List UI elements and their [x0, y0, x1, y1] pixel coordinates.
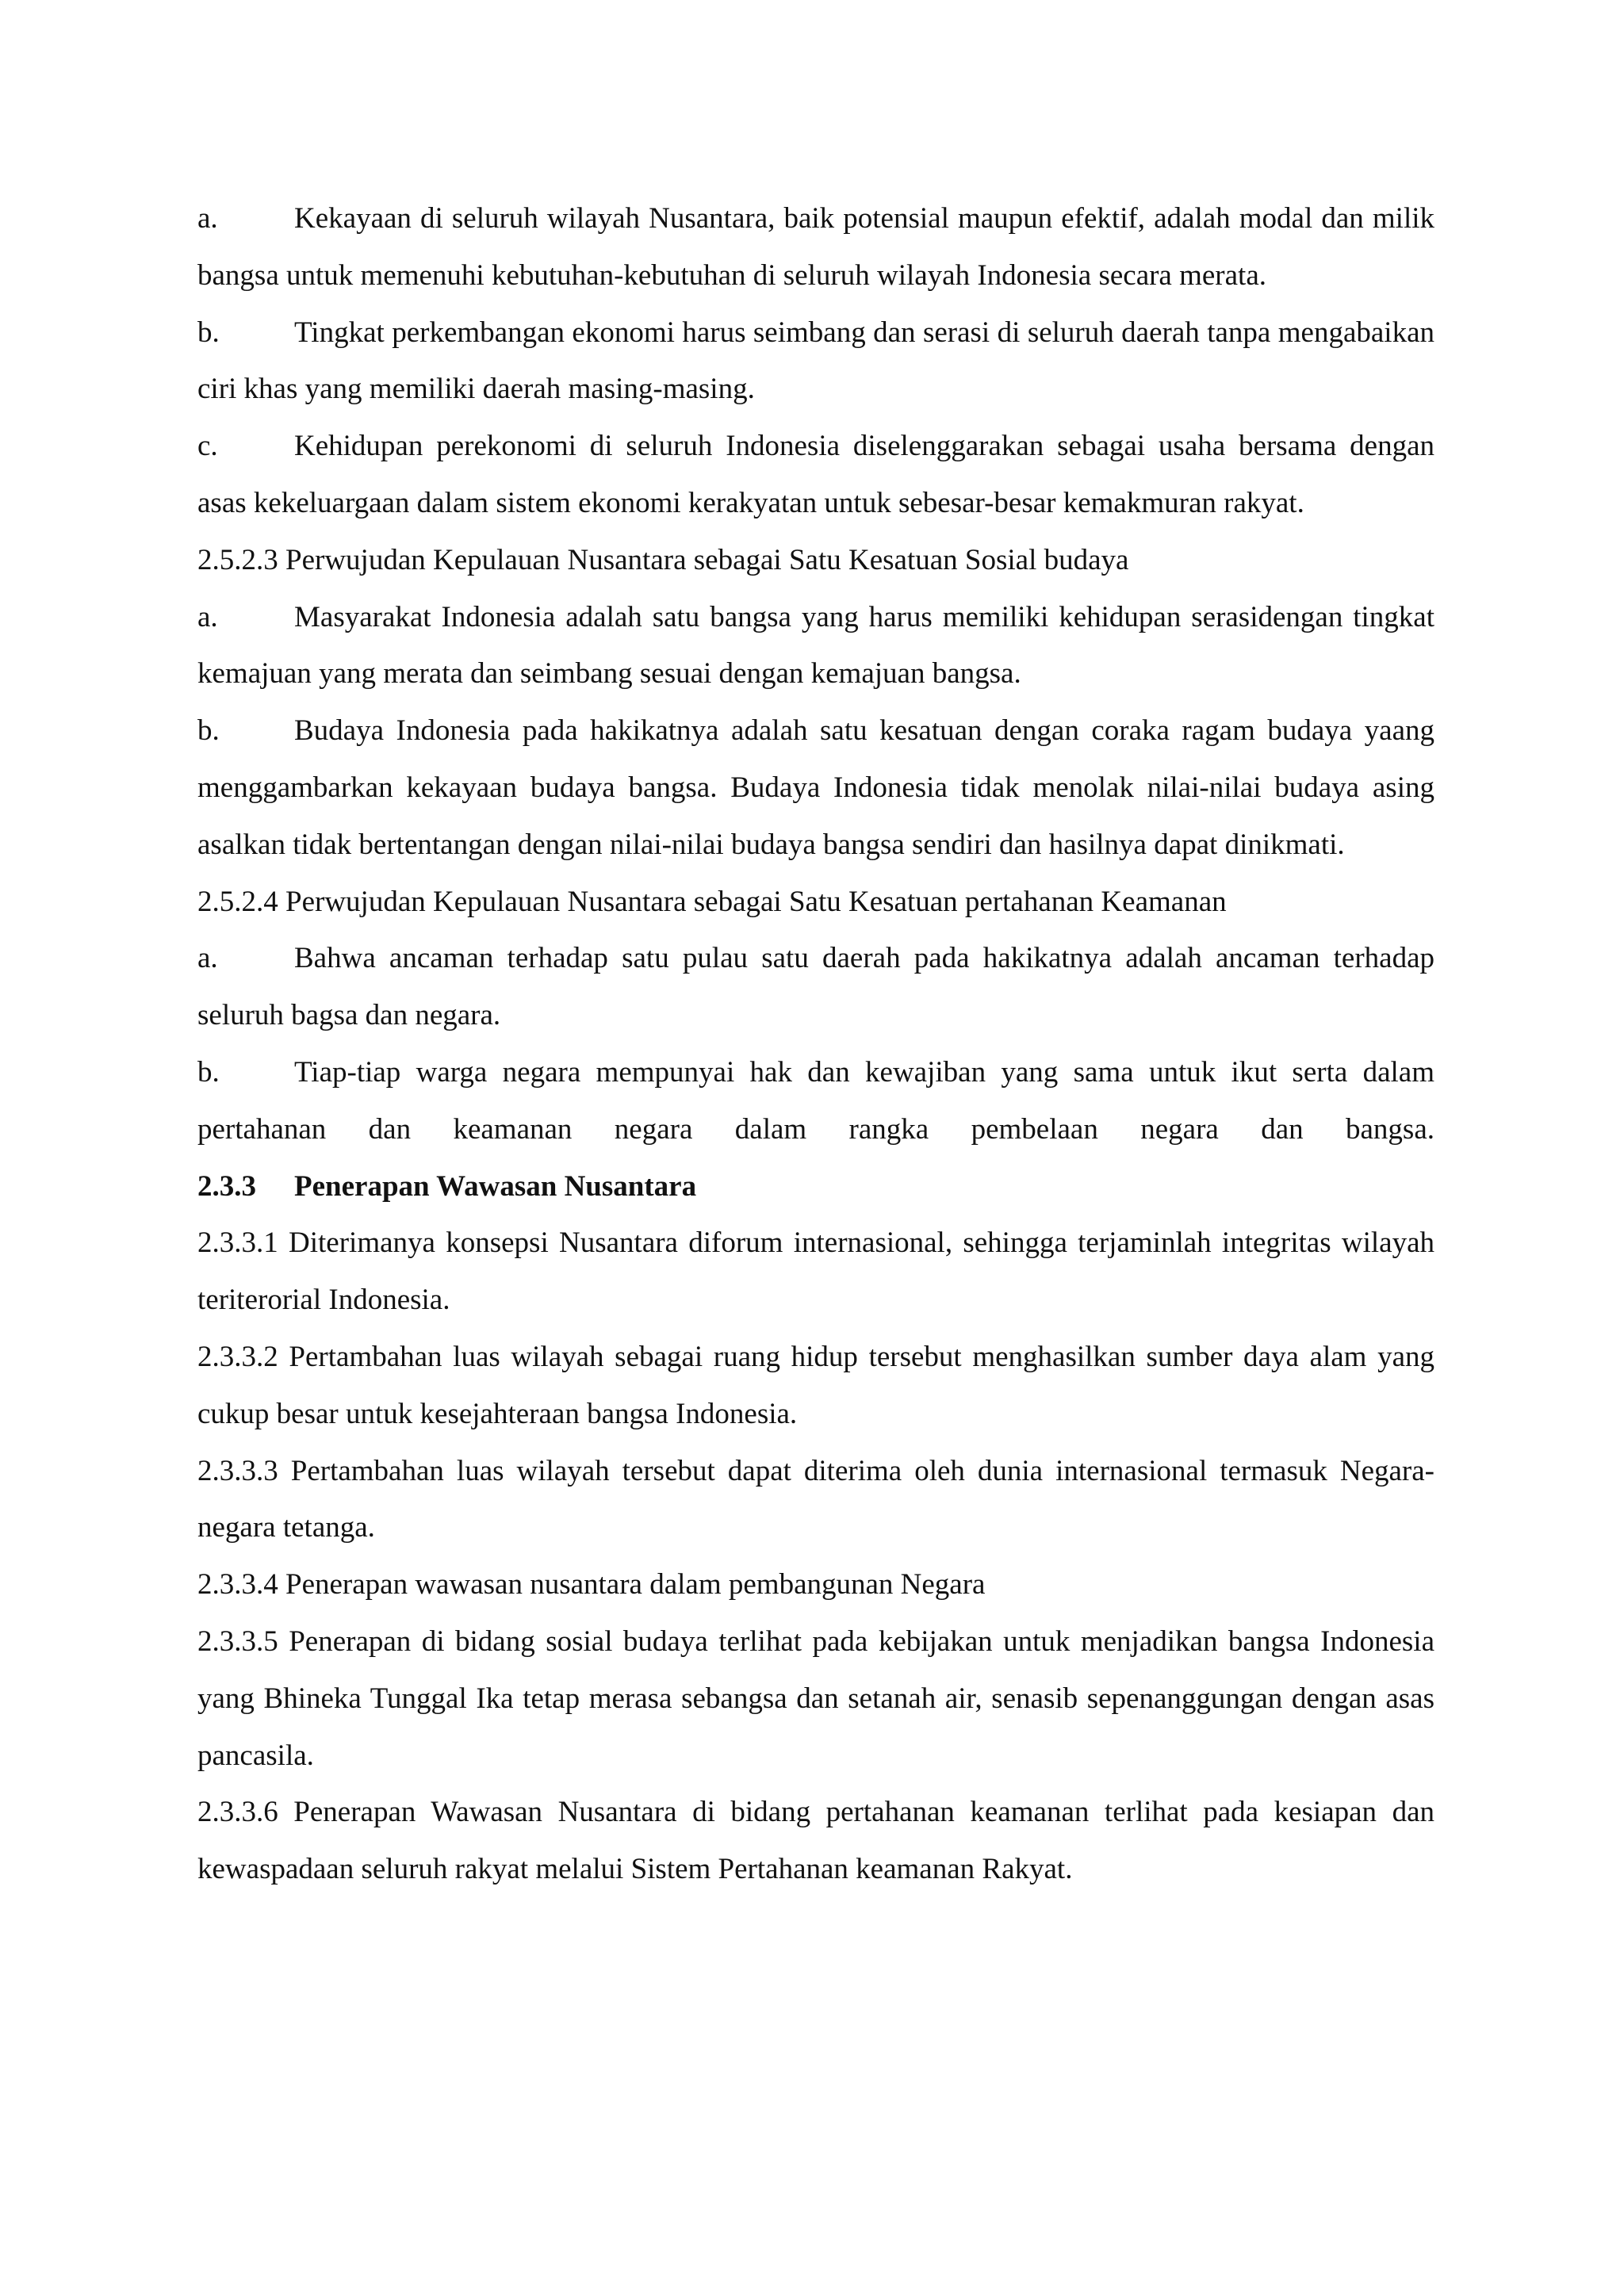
paragraph-text: Kehidupan perekonomi di seluruh Indonesia diselenggarakan sebagai usaha bersama dengan asas kekeluargaan dalam sistem ekonomi kerakyatan untuk sebesar-besar kemakmuran rakyat. [197, 430, 1434, 519]
defense-item-b [197, 1044, 1434, 1158]
section-heading-defense: 2.5.2.4 Perwujudan Kepulauan Nusantara sebagai Satu Kesatuan pertahanan Keamanan [197, 885, 1227, 918]
social-culture-item-b [197, 702, 1434, 873]
section-title: Penerapan Wawasan Nusantara [294, 1169, 697, 1203]
list-marker: b. [197, 1055, 220, 1089]
economy-item-c [197, 418, 1434, 532]
economy-item-b [197, 304, 1434, 419]
section-233-item-3: 2.3.3.3 Pertambahan luas wilayah tersebut dapat diterima oleh dunia internasional termasuk Negara-negara tetanga. [197, 1454, 1434, 1544]
section-number: 2.3.3 [197, 1169, 256, 1203]
paragraph-text: Masyarakat Indonesia adalah satu bangsa yang harus memiliki kehidupan serasidengan tingkat kemajuan yang merata dan seimbang sesuai dengan kemajuan bangsa. [197, 600, 1434, 691]
paragraph-text: Kekayaan di seluruh wilayah Nusantara, baik potensial maupun efektif, adalah modal dan milik bangsa untuk memenuhi kebutuhan-kebutuhan di seluruh wilayah Indonesia secara merata. [197, 202, 1434, 292]
paragraph-text: Budaya Indonesia pada hakikatnya adalah satu kesatuan dengan coraka ragam budaya yaang menggambarkan kekayaan budaya bangsa. Budaya Indonesia tidak menolak nilai-nilai budaya asing asalkan tidak bertentangan dengan nilai-nilai budaya bangsa sendiri dan hasilnya dapat dinikmati. [197, 714, 1434, 861]
document-page [197, 190, 1434, 1898]
defense-item-a [197, 930, 1434, 1044]
list-marker: b. [197, 316, 220, 349]
section-233-item-5: 2.3.3.5 Penerapan di bidang sosial budaya terlihat pada kebijakan untuk menjadikan bangsa Indonesia yang Bhineka Tunggal Ika tetap merasa sebangsa dan setanah air, senasib sepenanggungan dengan asas pancasila. [197, 1624, 1434, 1772]
section-233-item-1: 2.3.3.1 Diterimanya konsepsi Nusantara diforum internasional, sehingga terjaminlah integritas wilayah teriterorial Indonesia. [197, 1226, 1434, 1317]
section-233-item-6: 2.3.3.6 Penerapan Wawasan Nusantara di bidang pertahanan keamanan terlihat pada kesiapan dan kewaspadaan seluruh rakyat melalui Sistem Pertahanan keamanan Rakyat. [197, 1796, 1434, 1886]
paragraph-text: Tingkat perkembangan ekonomi harus seimbang dan serasi di seluruh daerah tanpa mengabaikan ciri khas yang memiliki daerah masing-masing. [197, 316, 1434, 406]
paragraph-text: Bahwa ancaman terhadap satu pulau satu daerah pada hakikatnya adalah ancaman terhadap seluruh bagsa dan negara. [197, 942, 1434, 1032]
list-marker: a. [197, 202, 218, 235]
social-culture-item-a [197, 589, 1434, 703]
section-233-item-2: 2.3.3.2 Pertambahan luas wilayah sebagai ruang hidup tersebut menghasilkan sumber daya alam yang cukup besar untuk kesejahteraan bangsa Indonesia. [197, 1340, 1434, 1430]
economy-item-a [197, 190, 1434, 304]
section-heading-233 [197, 1158, 1434, 1215]
section-heading-social-culture: 2.5.2.3 Perwujudan Kepulauan Nusantara sebagai Satu Kesatuan Sosial budaya [197, 543, 1129, 576]
list-marker: b. [197, 714, 220, 748]
list-marker: c. [197, 430, 218, 463]
section-233-item-4: 2.3.3.4 Penerapan wawasan nusantara dalam pembangunan Negara [197, 1568, 986, 1601]
list-marker: a. [197, 942, 218, 975]
list-marker: a. [197, 600, 218, 633]
paragraph-text: Tiap-tiap warga negara mempunyai hak dan kewajiban yang sama untuk ikut serta dalam pertahanan dan keamanan negara dalam rangka pembelaan negara dan bangsa. [197, 1055, 1434, 1146]
